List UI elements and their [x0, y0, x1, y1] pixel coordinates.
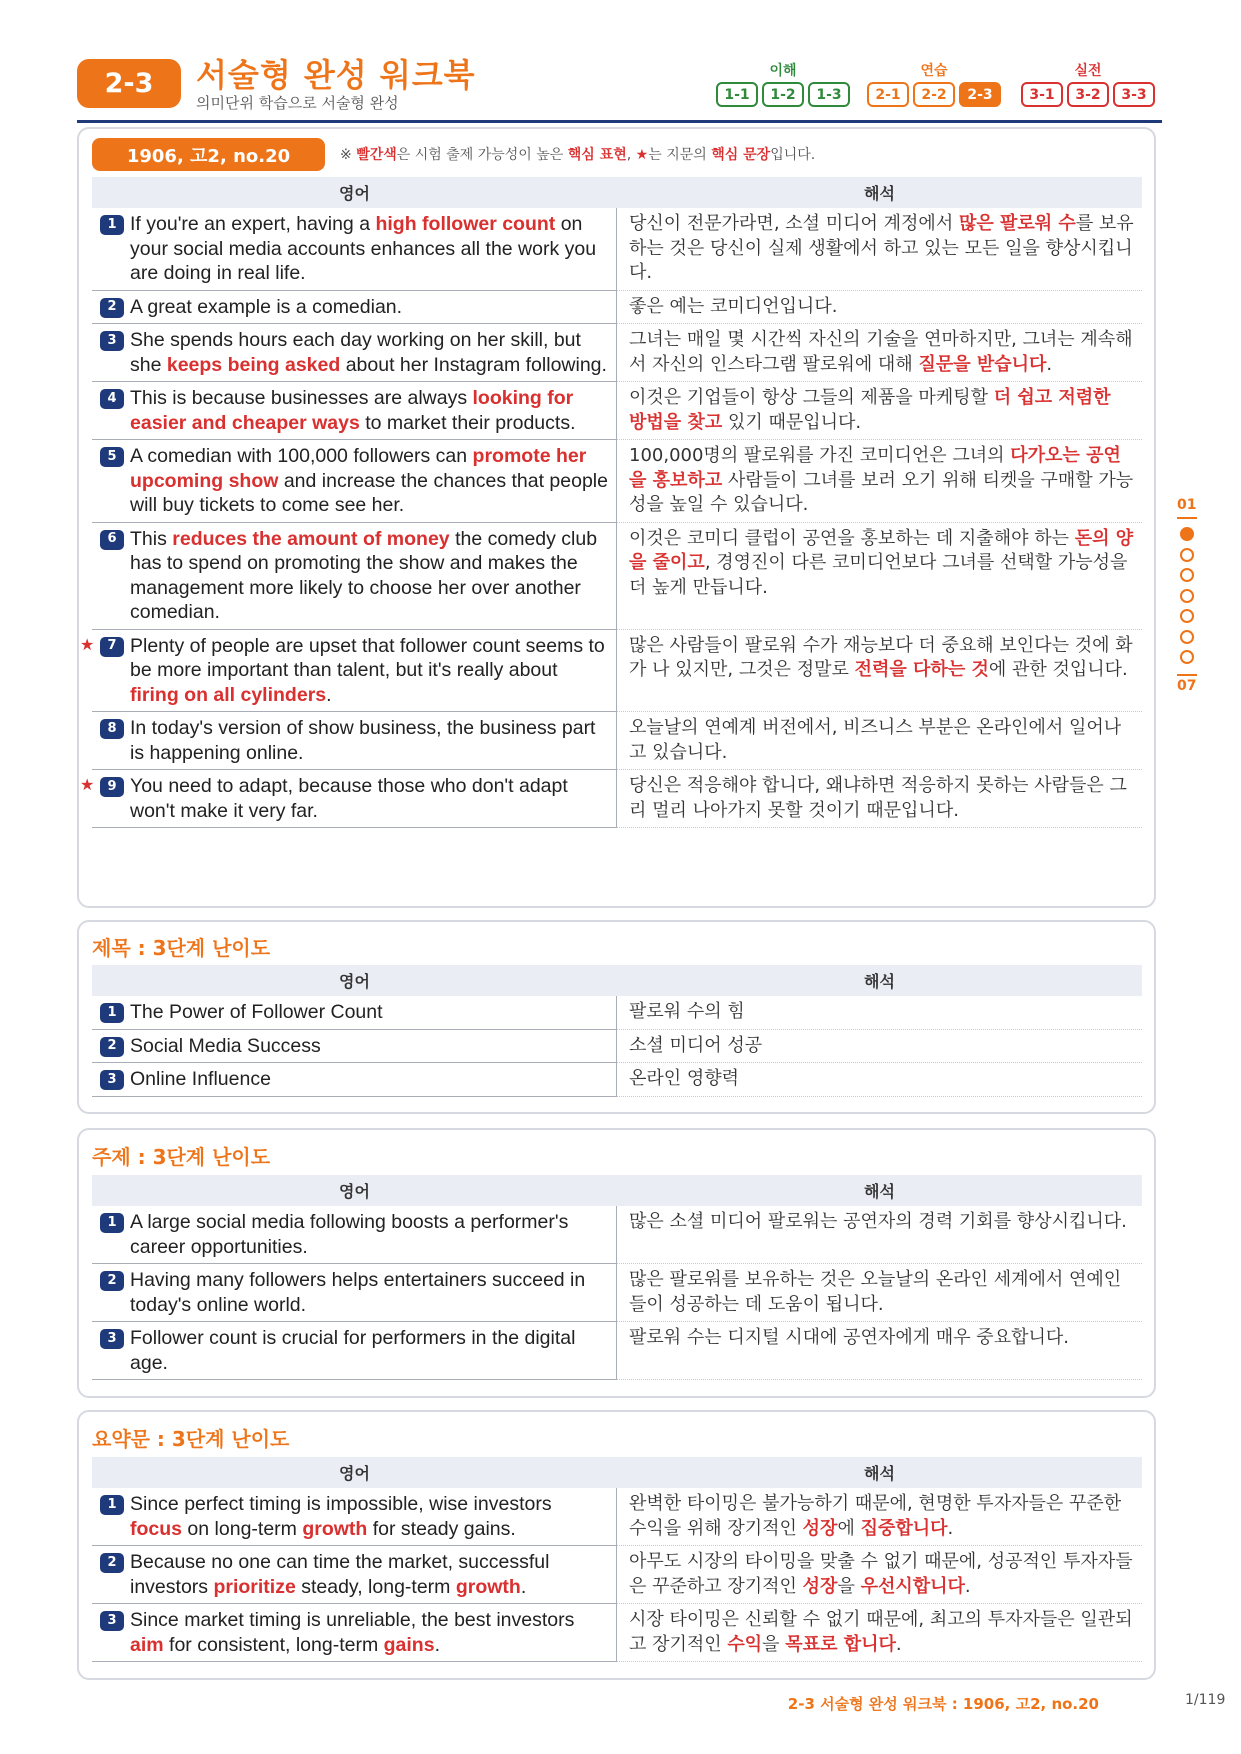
column-korean: 해석: [864, 184, 895, 203]
step-3-3[interactable]: 3-3: [1113, 82, 1155, 107]
sentence-number: 3: [100, 1070, 124, 1090]
sentence-number: 2: [100, 1553, 124, 1573]
text-segment: on your social media accounts enhances all the work you are doing in real life.: [130, 213, 597, 284]
korean-cell: [617, 1206, 1142, 1264]
legend-note: ※ 빨간색은 시험 출제 가능성이 높은 핵심 표현, ★는 지문의 핵심 문장입니다.: [340, 147, 816, 163]
side-nav-line: [1177, 517, 1197, 519]
step-3-1[interactable]: 3-1: [1021, 82, 1063, 107]
key-expression: 성장: [802, 1575, 838, 1597]
source-badge: 1906, 고2, no.20: [92, 138, 325, 171]
text-segment: This: [130, 527, 173, 550]
table-row: [92, 1322, 1142, 1380]
key-expression: 수익: [727, 1633, 763, 1655]
english-cell: [92, 324, 617, 382]
key-expression: reduces the amount of money: [172, 527, 450, 550]
step-group-practice: [867, 60, 1001, 107]
text-segment: Plenty of people are upset that follower count seems to be more important than talent, but it's really about: [130, 634, 605, 681]
sentence-number: 2: [100, 298, 124, 318]
korean-cell: [617, 1264, 1142, 1322]
english-cell: [92, 1322, 617, 1380]
table-row: [92, 208, 1142, 291]
text-segment: 사람들이 그녀를 보러 오기 위해 티켓을 구매할 가능성을 높일 수 있습니다.: [629, 469, 1134, 515]
text-segment: Social Media Success: [130, 1034, 321, 1057]
text-segment: 시장 타이밍은 신뢰할 수 없기 때문에, 최고의 투자자들은 일관되고 장기적인: [629, 1609, 1133, 1655]
step-group-label: 연습: [920, 63, 948, 79]
sentence-number: 9: [100, 777, 124, 797]
key-expression: 질문을 받습니다: [918, 353, 1047, 375]
korean-cell: [617, 1546, 1142, 1604]
text-segment: for steady gains.: [367, 1517, 516, 1540]
table-row: [80, 770, 1142, 828]
table-row: [92, 523, 1142, 630]
lesson-badge: 2-3: [77, 59, 181, 108]
text-segment: A large social media following boosts a performer's career opportunities.: [130, 1211, 569, 1258]
sentence-number: 4: [100, 389, 124, 409]
text-segment: .: [434, 1633, 440, 1656]
korean-cell: [617, 1604, 1142, 1662]
text-segment: 팔로워 수는 디지털 시대에 공연자에게 매우 중요합니다.: [629, 1327, 1069, 1348]
nav-dot[interactable]: [1180, 548, 1194, 562]
key-expression: looking for easier and cheaper ways: [130, 387, 574, 434]
text-segment: In today's version of show business, the business part is happening online.: [130, 717, 596, 764]
table-row: [92, 1206, 1142, 1264]
text-segment: 온라인 영향력: [629, 1068, 740, 1089]
table-row: [92, 1546, 1142, 1604]
text-segment: A comedian with 100,000 followers can: [130, 445, 473, 467]
page-title: 서술형 완성 워크북: [196, 56, 476, 94]
key-expression: 많은 팔로워 수: [958, 213, 1076, 234]
english-cell: [92, 712, 617, 770]
text-segment: If you're an expert, having a: [130, 213, 376, 235]
text-segment: 그녀는 매일 몇 시간씩 자신의 기술을 연마하지만, 그녀는 계속해서 자신의 인스타그램 팔로워에 대해: [629, 329, 1133, 375]
text-segment: 당신이 전문가라면, 소셜 미디어 계정에서: [629, 213, 959, 234]
text-segment: Since perfect timing is impossible, wise investors: [130, 1493, 552, 1515]
step-1-2[interactable]: 1-2: [762, 82, 804, 107]
table-row: [92, 712, 1142, 770]
page-subtitle: 의미단위 학습으로 서술형 완성: [196, 94, 399, 112]
korean-cell: [617, 1322, 1142, 1380]
summary-section-heading: 요약문 : 3단계 난이도: [92, 1427, 290, 1451]
step-3-2[interactable]: 3-2: [1067, 82, 1109, 107]
text-segment: Since market timing is unreliable, the best investors: [130, 1609, 575, 1631]
column-english: 영어: [339, 184, 370, 203]
text-segment: .: [964, 1575, 971, 1597]
korean-cell: [617, 440, 1142, 523]
table-header: [92, 1175, 1142, 1206]
table-row: [92, 440, 1142, 523]
text-segment: 를 보유하는 것은 당신이 실제 생활에서 하고 있는 모든 일을 향상시킵니다.: [629, 213, 1134, 283]
text-segment: 이것은 코미디 클럽이 공연을 홍보하는 데 지출해야 하는: [629, 527, 1075, 549]
key-expression: 집중합니다: [860, 1517, 948, 1539]
english-cell: [92, 1546, 617, 1604]
text-segment: .: [326, 683, 332, 706]
english-cell: [92, 291, 617, 325]
text-segment: 소셜 미디어 성공: [629, 1034, 763, 1056]
english-cell: [92, 440, 617, 523]
text-segment: .: [947, 1517, 954, 1539]
step-group-real: [1021, 60, 1155, 107]
korean-cell: [617, 770, 1142, 828]
text-segment: Because no one can time the market, successful investors: [130, 1551, 550, 1598]
text-segment: the comedy club has to spend on promoting the show and makes the management more likely to choose her over another comedian.: [130, 527, 598, 623]
nav-dot[interactable]: [1180, 609, 1194, 623]
text-segment: 많은 소셜 미디어 팔로워는 공연자의 경력 기회를 향상시킵니다.: [629, 1211, 1127, 1232]
korean-cell: [617, 996, 1142, 1030]
title-table: [92, 965, 1142, 1097]
key-expression: 전력을 다하는 것: [854, 659, 989, 680]
side-nav-start: 01: [1177, 497, 1197, 513]
text-segment: 에: [837, 1517, 861, 1539]
sentence-number: 3: [100, 1611, 124, 1631]
key-expression: growth: [455, 1575, 521, 1598]
sentence-number: 2: [100, 1271, 124, 1291]
passage-table: [80, 177, 1142, 828]
sentence-number: 3: [100, 331, 124, 351]
text-segment: You need to adapt, because those who don't adapt won't make it very far.: [130, 775, 568, 822]
english-cell: [92, 1206, 617, 1264]
text-segment: 을: [762, 1633, 786, 1655]
korean-cell: [617, 1488, 1142, 1546]
table-row: [92, 324, 1142, 382]
text-segment: 당신은 적응해야 합니다, 왜냐하면 적응하지 못하는 사람들은 그리 멀리 나아가지 못할 것이기 때문입니다.: [629, 775, 1127, 821]
text-segment: Online Influence: [130, 1068, 271, 1090]
table-header: [92, 1457, 1142, 1488]
text-segment: about her Instagram following.: [340, 353, 607, 376]
english-cell: [92, 1264, 617, 1322]
page-number: 1/119: [1185, 1692, 1226, 1708]
nav-dot[interactable]: [1180, 568, 1194, 582]
key-expression: focus: [130, 1517, 183, 1540]
text-segment: .: [1046, 353, 1053, 375]
sentence-number: 1: [100, 1495, 124, 1515]
key-expression: prioritize: [213, 1575, 296, 1598]
step-group-label: 이해: [769, 63, 797, 79]
table-row: [80, 630, 1142, 713]
english-cell: [92, 523, 617, 630]
key-sentence-star-icon: ★: [80, 777, 95, 794]
table-row: [92, 291, 1142, 325]
text-segment: 오늘날의 연예계 버전에서, 비즈니스 부분은 온라인에서 일어나고 있습니다.: [629, 717, 1122, 763]
step-2-3-active[interactable]: 2-3: [959, 82, 1001, 107]
theme-rows: [92, 1206, 1142, 1380]
text-segment: , 경영진이 다른 코미디언보다 그녀를 선택할 가능성을 더 높게 만듭니다.: [629, 552, 1128, 598]
sentence-number: 3: [100, 1329, 124, 1349]
text-segment: to market their products.: [359, 411, 576, 434]
column-korean: 해석: [864, 1464, 895, 1483]
text-segment: 팔로워 수의 힘: [629, 1001, 745, 1022]
english-cell: [92, 1488, 617, 1546]
text-segment: This is because businesses are always: [130, 387, 473, 409]
text-segment: 많은 사람들이 팔로워 수가 재능보다 더 중요해 보인다는 것에 화가 나 있지만, 그것은 정말로: [629, 634, 1133, 680]
sentence-number: 1: [100, 1213, 124, 1233]
nav-dot[interactable]: [1180, 630, 1194, 644]
step-group-label: 실전: [1074, 63, 1102, 79]
text-segment: The Power of Follower Count: [130, 1001, 383, 1023]
footer-title: 2-3 서술형 완성 워크북 : 1906, 고2, no.20: [787, 1695, 1099, 1713]
table-row: [92, 1604, 1142, 1662]
step-group-understand: [716, 60, 850, 107]
text-segment: 100,000명의 팔로워를 가진 코미디언은 그녀의: [629, 445, 1011, 466]
table-row: [92, 382, 1142, 440]
summary-rows: [92, 1488, 1142, 1662]
text-segment: 있기 때문입니다.: [722, 411, 862, 433]
text-segment: 이것은 기업들이 항상 그들의 제품을 마케팅할: [629, 387, 994, 408]
text-segment: .: [895, 1633, 902, 1655]
text-segment: and increase the chances that people will buy tickets to come see her.: [130, 469, 608, 516]
korean-cell: [617, 324, 1142, 382]
side-nav-end: 07: [1177, 678, 1197, 694]
side-nav-line: [1177, 674, 1197, 676]
key-expression: 다가오는 공연을 홍보하고: [629, 445, 1121, 491]
key-expression: firing on all cylinders: [130, 683, 327, 706]
table-row: [92, 1488, 1142, 1546]
title-rows: [92, 996, 1142, 1097]
nav-dot[interactable]: [1180, 650, 1194, 664]
sentence-number: 1: [100, 1003, 124, 1023]
column-english: 영어: [339, 1464, 370, 1483]
english-cell: [92, 1604, 617, 1662]
table-row: [92, 1264, 1142, 1322]
key-expression: high follower count: [375, 213, 556, 235]
step-1-3[interactable]: 1-3: [808, 82, 850, 107]
text-segment: on long-term: [182, 1517, 303, 1540]
nav-dot[interactable]: [1180, 589, 1194, 603]
column-korean: 해석: [864, 972, 895, 991]
sentence-number: 8: [100, 719, 124, 739]
passage-rows: [80, 208, 1142, 828]
step-2-1[interactable]: 2-1: [867, 82, 909, 107]
column-english: 영어: [339, 1182, 370, 1201]
step-1-1[interactable]: 1-1: [716, 82, 758, 107]
sentence-number: 5: [100, 447, 124, 467]
key-expression: 목표로 합니다: [785, 1633, 896, 1655]
text-segment: 에 관한 것입니다.: [988, 659, 1128, 680]
text-segment: 좋은 예는 코미디언입니다.: [629, 295, 838, 317]
korean-cell: [617, 1063, 1142, 1097]
key-expression: 성장: [802, 1517, 838, 1539]
key-expression: 더 쉽고 저렴한 방법을 찾고: [629, 387, 1111, 433]
key-expression: promote her upcoming show: [130, 445, 587, 492]
english-cell: [80, 770, 617, 828]
nav-dot-current[interactable]: [1180, 527, 1194, 541]
column-korean: 해석: [864, 1182, 895, 1201]
key-expression: gains: [383, 1633, 435, 1656]
text-segment: .: [520, 1575, 527, 1598]
korean-cell: [617, 382, 1142, 440]
table-row: [92, 996, 1142, 1030]
english-cell: [92, 1063, 617, 1097]
text-segment: A great example is a comedian.: [130, 295, 403, 318]
key-expression: 우선시합니다: [860, 1575, 965, 1597]
table-header: [92, 177, 1142, 208]
english-cell: [92, 1030, 617, 1064]
text-segment: 많은 팔로워를 보유하는 것은 오늘날의 온라인 세계에서 연예인들이 성공하는 데 도움이 됩니다.: [629, 1269, 1122, 1315]
korean-cell: [617, 523, 1142, 630]
english-cell: [92, 208, 617, 291]
text-segment: 아무도 시장의 타이밍을 맞출 수 없기 때문에, 성공적인 투자자들은 꾸준하고 장기적인: [629, 1551, 1133, 1597]
title-section-heading: 제목 : 3단계 난이도: [92, 936, 271, 960]
sentence-number: 2: [100, 1037, 124, 1057]
english-cell: [92, 996, 617, 1030]
sentence-number: 1: [100, 215, 124, 235]
sentence-number: 7: [100, 637, 124, 657]
summary-table: [92, 1457, 1142, 1662]
text-segment: 완벽한 타이밍은 불가능하기 때문에, 현명한 투자자들은 꾸준한 수익을 위해 장기적인: [629, 1493, 1122, 1539]
korean-cell: [617, 630, 1142, 713]
english-cell: [80, 630, 617, 713]
text-segment: for consistent, long-term: [163, 1633, 384, 1656]
sentence-number: 6: [100, 530, 124, 550]
korean-cell: [617, 291, 1142, 325]
key-expression: 돈의 양을 줄이고: [629, 527, 1134, 573]
korean-cell: [617, 1030, 1142, 1064]
key-expression: growth: [302, 1517, 368, 1540]
table-row: [92, 1063, 1142, 1097]
column-english: 영어: [339, 972, 370, 991]
text-segment: She spends hours each day working on her skill, but she: [130, 329, 581, 376]
text-segment: 을: [837, 1575, 861, 1597]
header-divider: [77, 120, 1162, 123]
text-segment: steady, long-term: [295, 1575, 456, 1598]
key-expression: keeps being asked: [166, 353, 341, 376]
english-cell: [92, 382, 617, 440]
table-row: [92, 1030, 1142, 1064]
theme-table: [92, 1175, 1142, 1380]
korean-cell: [617, 712, 1142, 770]
step-2-2[interactable]: 2-2: [913, 82, 955, 107]
table-header: [92, 965, 1142, 996]
text-segment: Follower count is crucial for performers in the digital age.: [130, 1327, 576, 1374]
text-segment: Having many followers helps entertainers succeed in today's online world.: [130, 1269, 586, 1316]
korean-cell: [617, 208, 1142, 291]
key-sentence-star-icon: ★: [80, 636, 95, 654]
key-expression: aim: [130, 1633, 164, 1656]
theme-section-heading: 주제 : 3단계 난이도: [92, 1145, 271, 1169]
